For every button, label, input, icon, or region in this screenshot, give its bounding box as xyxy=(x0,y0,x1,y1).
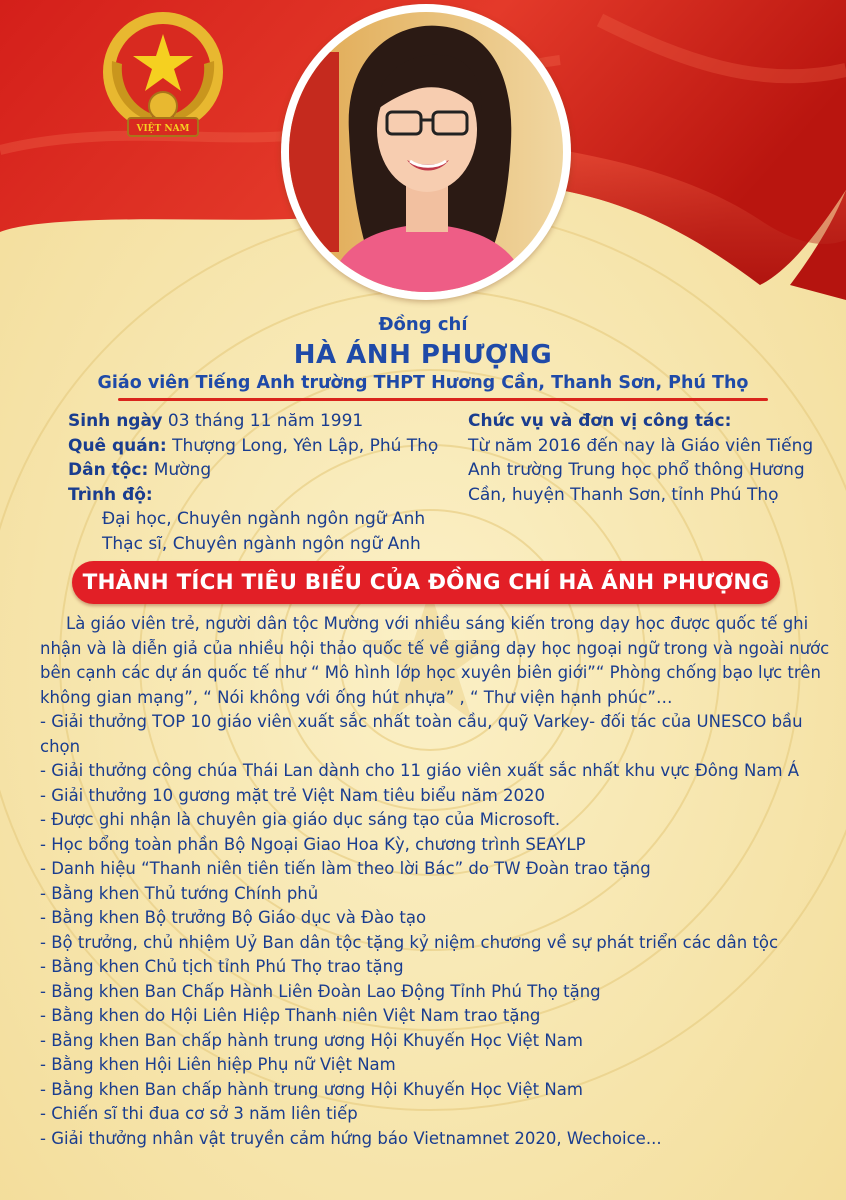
achievement-item: - Giải thưởng 10 gương mặt trẻ Việt Nam tiêu biểu năm 2020 xyxy=(40,785,545,805)
achievement-item: - Bộ trưởng, chủ nhiệm Uỷ Ban dân tộc tặng kỷ niệm chương về sự phát triển các dân tộc xyxy=(40,932,779,952)
work-label: Chức vụ và đơn vị công tác: xyxy=(468,411,732,431)
achievements-body xyxy=(40,612,830,1151)
hometown-value: Thượng Long, Yên Lập, Phú Thọ xyxy=(172,435,439,456)
hometown-label: Quê quán: xyxy=(68,435,167,456)
achievement-item: - Danh hiệu “Thanh niên tiên tiến làm theo lời Bác” do TW Đoàn trao tặng xyxy=(40,859,651,878)
emblem-text: VIỆT NAM xyxy=(136,124,190,134)
birth-row xyxy=(68,409,438,434)
achievement-item: - Giải thưởng công chúa Thái Lan dành cho 11 giáo viên xuất sắc nhất khu vực Đông Nam Á xyxy=(40,761,800,780)
national-emblem-icon xyxy=(92,6,234,148)
achievements-banner xyxy=(72,561,780,604)
red-underline xyxy=(118,398,768,401)
achievement-item: - Chiến sĩ thi đua cơ sở 3 năm liên tiếp xyxy=(40,1104,358,1123)
ethnicity-value: Mường xyxy=(153,460,212,480)
achievement-item: - Giải thưởng nhân vật truyền cảm hứng báo Vietnamnet 2020, Wechoice... xyxy=(40,1128,662,1148)
achievement-item: - Bằng khen Bộ trưởng Bộ Giáo dục và Đào tạo xyxy=(40,908,427,927)
education-label: Trình độ: xyxy=(68,484,153,505)
work-line: Cần, huyện Thanh Sơn, tỉnh Phú Thọ xyxy=(468,484,779,505)
achievement-item: - Bằng khen Ban chấp hành trung ương Hội Khuyến Học Việt Nam xyxy=(40,1079,583,1099)
honorific: Đồng chí xyxy=(378,314,468,335)
work-info xyxy=(468,409,813,507)
work-line: Từ năm 2016 đến nay là Giáo viên Tiếng xyxy=(468,435,814,456)
ethnicity-row xyxy=(68,458,438,483)
ethnicity-label: Dân tộc: xyxy=(68,460,149,480)
job-position: Giáo viên Tiếng Anh trường THPT Hương Cần, Thanh Sơn, Phú Thọ xyxy=(97,373,749,393)
achievements-list xyxy=(40,710,830,1151)
education-item: Thạc sĩ, Chuyên ngành ngôn ngữ Anh xyxy=(102,533,421,554)
birth-value: 03 tháng 11 năm 1991 xyxy=(167,411,364,431)
work-line: Anh trường Trung học phổ thông Hương xyxy=(468,460,805,480)
person-name: HÀ ÁNH PHƯỢNG xyxy=(293,340,553,370)
achievement-item: - Bằng khen Ban chấp hành trung ương Hội Khuyến Học Việt Nam xyxy=(40,1030,583,1050)
achievement-item: - Học bổng toàn phần Bộ Ngoại Giao Hoa Kỳ, chương trình SEAYLP xyxy=(40,834,586,854)
achievement-item: - Bằng khen do Hội Liên Hiệp Thanh niên Việt Nam trao tặng xyxy=(40,1006,541,1025)
achievement-item: - Bằng khen Chủ tịch tỉnh Phú Thọ trao tặng xyxy=(40,957,404,976)
portrait-photo xyxy=(289,12,563,292)
achievement-item: - Bằng khen Ban Chấp Hành Liên Đoàn Lao Động Tỉnh Phú Thọ tặng xyxy=(40,981,601,1001)
personal-info xyxy=(68,409,438,556)
education-item: Đại học, Chuyên ngành ngôn ngữ Anh xyxy=(102,509,426,529)
hometown-row xyxy=(68,434,438,459)
education-row xyxy=(68,483,438,508)
achievement-item: - Giải thưởng TOP 10 giáo viên xuất sắc nhất toàn cầu, quỹ Varkey- đối tác của UNESCO bầu chọn xyxy=(40,712,803,756)
achievements-title: THÀNH TÍCH TIÊU BIỂU CỦA ĐỒNG CHÍ HÀ ÁNH PHƯỢNG xyxy=(82,570,770,595)
birth-label: Sinh ngày xyxy=(68,411,163,431)
achievement-item: - Được ghi nhận là chuyên gia giáo dục sáng tạo của Microsoft. xyxy=(40,810,561,829)
intro-paragraph: Là giáo viên trẻ, người dân tộc Mường với nhiều sáng kiến trong dạy học được quốc tế ghi nhận và là diễn giả của nhiều hội thảo quốc tế về giảng dạy học ngoại ngữ trong và ngoài nước bên cạnh các dự án quốc tế như “ Mô hình lớp học xuyên biên giới”“ Phòng chống bạo lực trên không gian mạng”, “ Nói không với ống hút nhựa” , “ Thư viện hạnh phúc”… xyxy=(40,614,830,707)
achievement-item: - Bằng khen Thủ tướng Chính phủ xyxy=(40,883,319,903)
achievement-item: - Bằng khen Hội Liên hiệp Phụ nữ Việt Nam xyxy=(40,1055,396,1074)
